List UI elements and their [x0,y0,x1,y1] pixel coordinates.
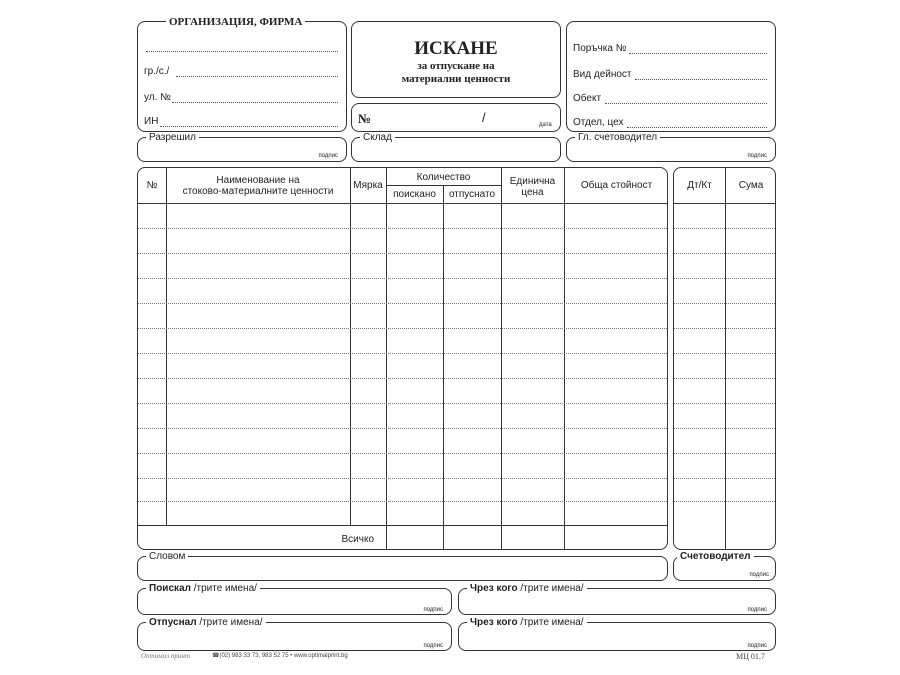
street-field[interactable] [172,102,338,103]
table-row[interactable] [138,428,667,429]
header-name-1: Наименование на [216,175,300,186]
amount-in-words-box[interactable] [137,551,668,581]
requested-by-legend [146,584,260,594]
total-label: Всичко [341,534,374,545]
chief-accountant-box[interactable] [566,132,776,162]
header-number: № [146,180,158,191]
header-unit-price-2: цена [521,187,544,198]
activity-label: Вид дейност [573,69,632,80]
header-name-2: стоково-материалните ценности [182,186,334,197]
requested-by-signature-label: подпис [423,607,443,613]
city-label: гр./с./ [144,66,170,77]
department-label: Отдел, цех [573,117,624,128]
released-by-box[interactable] [137,617,452,651]
amount-in-words-label: Словом [146,552,188,562]
warehouse-label: Склад [360,133,395,143]
organization-name-line[interactable] [146,51,338,52]
table-row[interactable] [138,378,667,379]
header-debit-credit: Дт/Кт [687,180,712,191]
accounts-row[interactable] [674,253,775,254]
site-field[interactable] [605,103,767,104]
via-person-legend [467,584,587,594]
col-line-5 [501,168,502,550]
document-number-box [351,103,561,132]
via-person-box[interactable] [458,583,776,615]
via-person-2-label: Чрез кого [470,617,518,628]
table-row[interactable] [138,253,667,254]
city-field[interactable] [176,76,338,77]
accounts-row[interactable] [674,501,775,502]
chief-accountant-signature-label: подпис [747,153,767,159]
form-code: МЦ 01.7 [736,652,765,661]
via-person-hint: /трите имена/ [520,583,584,594]
document-title: ИСКАНЕ [414,38,498,59]
col-line-3 [386,168,387,550]
id-label: ИН [144,116,159,127]
document-date-field[interactable] [492,110,534,126]
street-label: ул. № [144,92,171,103]
activity-field[interactable] [635,79,767,80]
accountant-label: Счетоводител [677,552,754,562]
header-quantity: Количество [416,172,471,183]
items-table [137,167,668,550]
warehouse-box[interactable] [351,132,561,162]
via-person-2-legend [467,618,587,628]
header-unit-price-1: Единична [509,176,556,187]
document-subtitle-2: материални ценности [401,73,511,85]
via-person-label: Чрез кого [470,583,518,594]
col-line-6 [564,168,565,550]
accountant-signature-label: подпис [749,572,769,578]
via-person-2-box[interactable] [458,617,776,651]
requested-by-box[interactable] [137,583,452,615]
order-label: Поръчка № [573,43,627,54]
table-row[interactable] [138,353,667,354]
table-row[interactable] [138,228,667,229]
requested-by-label: Поискал [149,583,191,594]
accounts-table [673,167,776,550]
table-row[interactable] [138,478,667,479]
released-by-signature-label: подпис [423,643,443,649]
col-line-4 [443,203,444,550]
header-requested: поискано [393,189,436,200]
document-title-box [351,21,561,98]
id-field[interactable] [160,126,338,127]
released-by-legend [146,618,266,628]
accounts-row[interactable] [674,478,775,479]
accountant-box[interactable] [673,551,776,581]
document-number-label: № [358,111,372,126]
document-subtitle-1: за отпускане на [417,60,495,72]
via-person-signature-label: подпис [747,607,767,613]
document-number-field[interactable] [378,110,478,126]
organization-box [137,16,347,132]
requested-by-hint: /трите имена/ [193,583,257,594]
allowed-by-label: Разрешил [146,133,199,143]
header-total-value: Обща стойност [580,180,653,191]
organization-title: ОРГАНИЗАЦИЯ, ФИРМА [166,17,305,28]
col-line-1 [166,168,167,525]
allowed-by-box[interactable] [137,132,347,162]
accounts-row[interactable] [674,228,775,229]
table-row[interactable] [138,278,667,279]
table-row[interactable] [138,453,667,454]
accounts-row[interactable] [674,453,775,454]
order-field[interactable] [629,53,767,54]
order-box [566,21,776,132]
accounts-row[interactable] [674,353,775,354]
header-divider [138,203,667,204]
table-row[interactable] [138,403,667,404]
quantity-split-line-top [443,185,444,203]
accounts-col-line [725,168,726,550]
table-row[interactable] [138,303,667,304]
table-row[interactable] [138,501,667,502]
via-person-2-signature-label: подпис [747,643,767,649]
number-slash: / [482,110,486,125]
date-label: дата [539,122,552,128]
department-field[interactable] [627,127,767,128]
header-unit: Мярка [353,180,383,191]
accounts-row[interactable] [674,278,775,279]
accounts-row[interactable] [674,303,775,304]
site-label: Обект [573,93,602,104]
totals-divider [138,525,667,526]
printer-logo: Оптимал принт [141,652,190,660]
col-line-2 [350,168,351,525]
header-released: отпуснато [448,189,496,200]
accounts-row[interactable] [674,428,775,429]
accounts-row[interactable] [674,403,775,404]
accounts-row[interactable] [674,378,775,379]
printer-contacts: ☎(02) 983 33 73, 983 52 75 • www.optimalprint.bg [212,653,348,659]
table-row[interactable] [138,328,667,329]
chief-accountant-label: Гл. счетоводител [575,133,660,143]
accounts-row[interactable] [674,328,775,329]
via-person-2-hint: /трите имена/ [520,617,584,628]
header-sum: Сума [738,180,764,191]
released-by-label: Отпуснал [149,617,197,628]
allowed-by-signature-label: подпис [318,153,338,159]
released-by-hint: /трите имена/ [199,617,263,628]
